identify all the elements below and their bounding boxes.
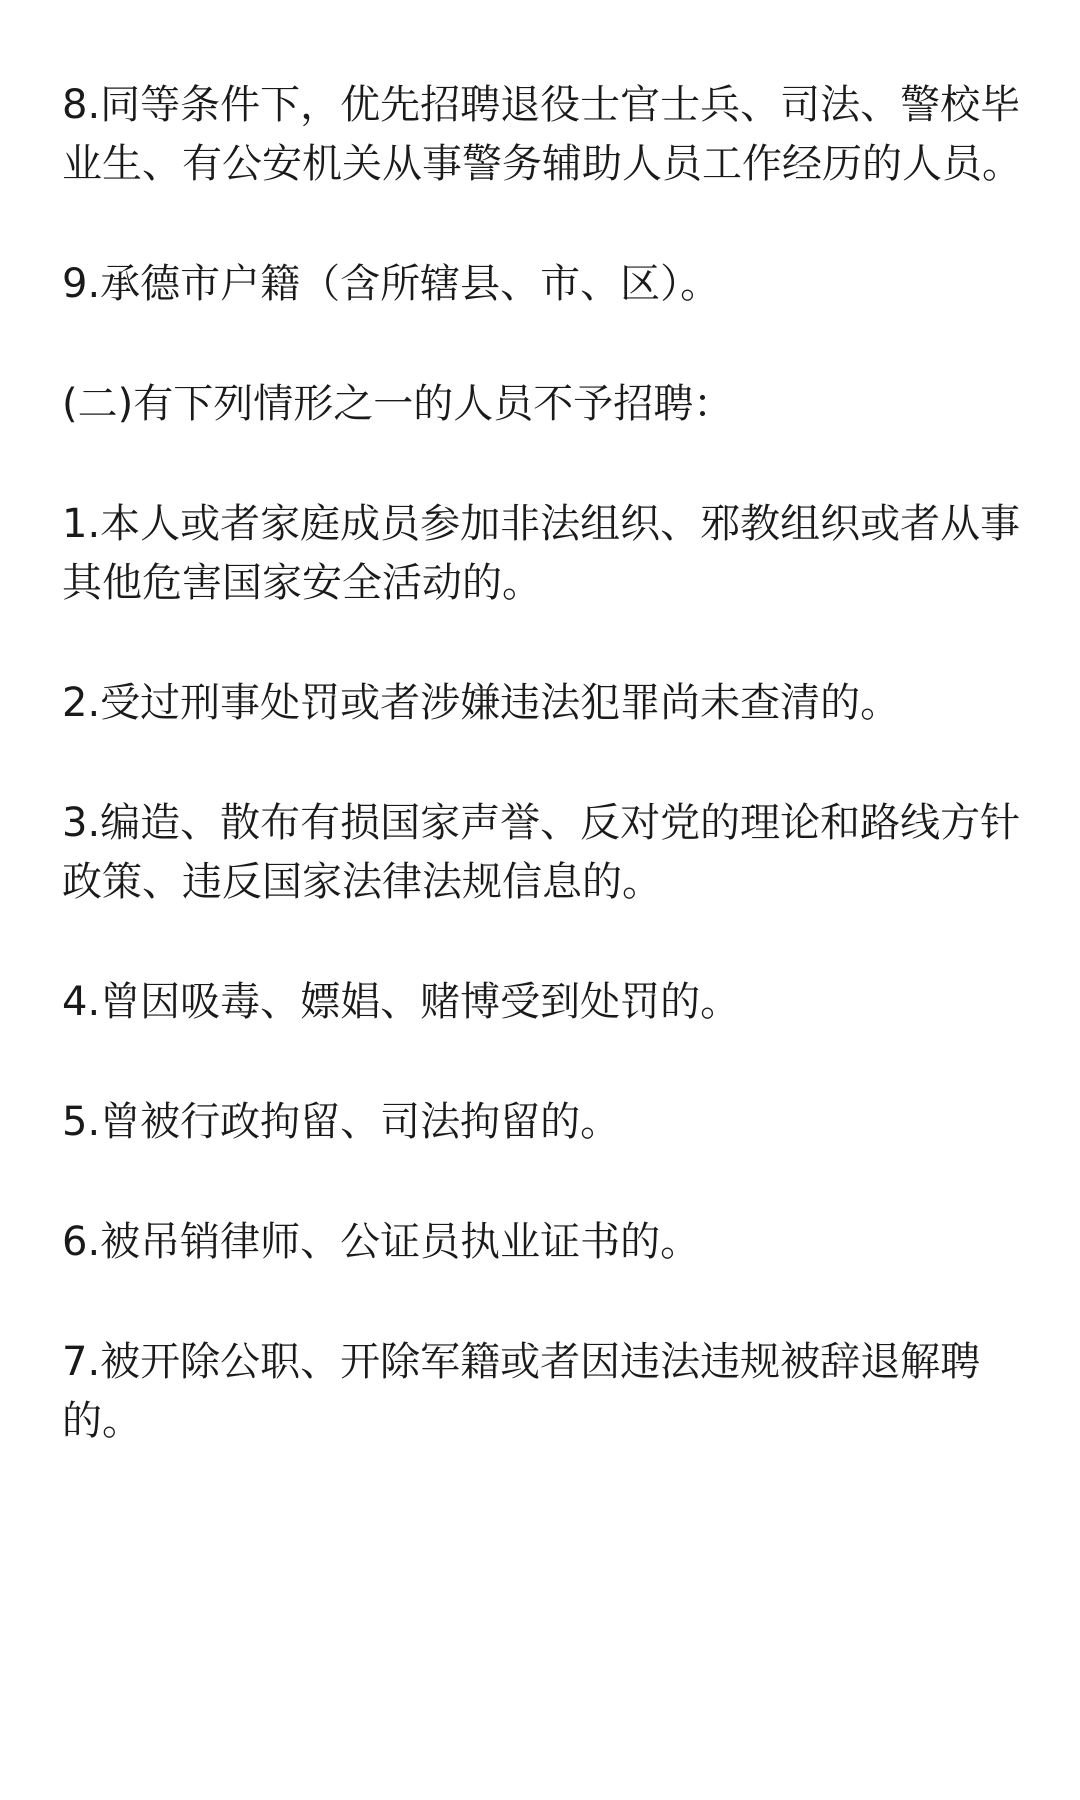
paragraph-item-2: 2.受过刑事处罚或者涉嫌违法犯罪尚未查清的。 xyxy=(62,680,901,726)
paragraph-item-1: 1.本人或者家庭成员参加非法组织、邪教组织或者从事其他危害国家安全活动的。 xyxy=(62,501,1021,606)
paragraph-item-3: 3.编造、散布有损国家声誉、反对党的理论和路线方针政策、违反国家法律法规信息的。 xyxy=(62,800,1021,905)
section-heading-ineligible: (二)有下列情形之一的人员不予招聘： xyxy=(62,381,734,427)
paragraph-item-5: 5.曾被行政拘留、司法拘留的。 xyxy=(62,1099,621,1145)
article-body xyxy=(62,76,1022,1451)
paragraph-item-9: 9.承德市户籍（含所辖县、市、区）。 xyxy=(62,261,721,307)
paragraph-item-4: 4.曾因吸毒、嫖娼、赌博受到处罚的。 xyxy=(62,979,741,1025)
paragraph-item-6: 6.被吊销律师、公证员执业证书的。 xyxy=(62,1219,701,1265)
paragraph-item-8: 8.同等条件下，优先招聘退役士官士兵、司法、警校毕业生、有公安机关从事警务辅助人员工作经历的人员。 xyxy=(62,82,1022,187)
paragraph-item-7: 7.被开除公职、开除军籍或者因违法违规被辞退解聘的。 xyxy=(62,1339,981,1444)
